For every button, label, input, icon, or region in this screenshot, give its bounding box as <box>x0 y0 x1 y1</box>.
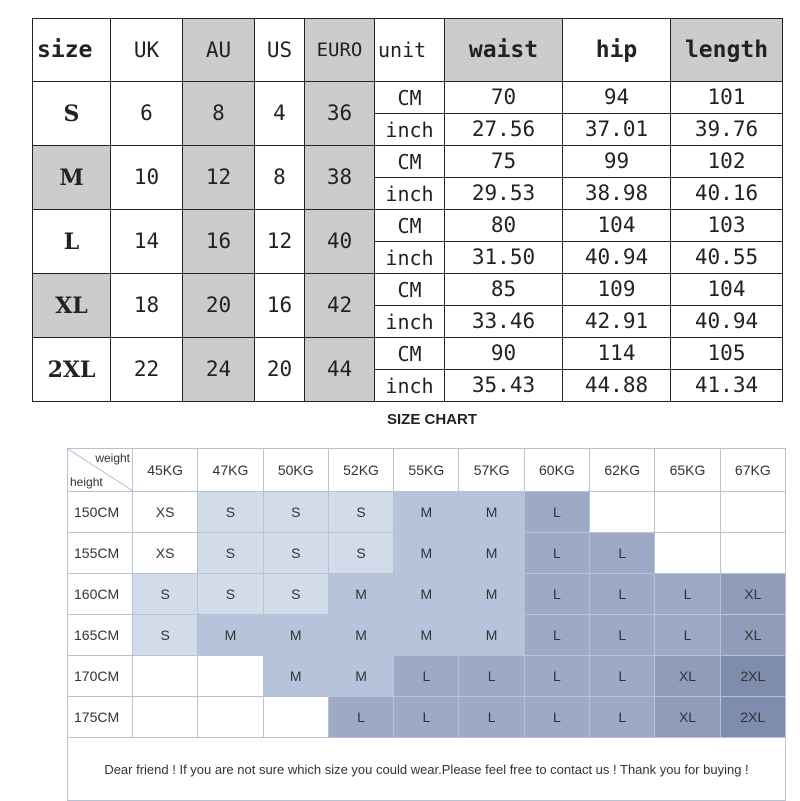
size-au: 24 <box>183 338 255 402</box>
height-row <box>68 492 786 533</box>
cm-length: 104 <box>671 274 783 306</box>
inch-waist: 31.50 <box>445 242 563 274</box>
cm-unit: CM <box>375 210 445 242</box>
inch-length: 40.16 <box>671 178 783 210</box>
cm-hip: 114 <box>563 338 671 370</box>
height-header: 175CM <box>68 697 133 738</box>
height-label: height <box>70 475 103 489</box>
size-row <box>33 338 783 370</box>
size-us: 8 <box>255 146 305 210</box>
size-cell: S <box>198 574 263 615</box>
cm-unit: CM <box>375 146 445 178</box>
size-cell: L <box>524 656 589 697</box>
weight-header: 50KG <box>263 449 328 492</box>
inch-hip: 40.94 <box>563 242 671 274</box>
size-cell: XL <box>655 656 720 697</box>
size-cell: L <box>459 697 524 738</box>
contact-note: Dear friend ! If you are not sure which size you could wear.Please feel free to contact us ! Thank you for buying ! <box>68 738 786 801</box>
cm-length: 102 <box>671 146 783 178</box>
size-euro: 38 <box>305 146 375 210</box>
header-euro: EURO <box>305 19 375 82</box>
size-cell: S <box>263 492 328 533</box>
height-header: 160CM <box>68 574 133 615</box>
size-cell: M <box>263 656 328 697</box>
size-cell <box>655 492 720 533</box>
cm-unit: CM <box>375 82 445 114</box>
weight-header: 57KG <box>459 449 524 492</box>
size-cell: M <box>328 615 393 656</box>
size-cell: L <box>590 697 655 738</box>
inch-waist: 27.56 <box>445 114 563 146</box>
size-euro: 44 <box>305 338 375 402</box>
size-cell: L <box>524 615 589 656</box>
size-cell: S <box>263 574 328 615</box>
height-header: 150CM <box>68 492 133 533</box>
size-cell: S <box>198 492 263 533</box>
height-header: 165CM <box>68 615 133 656</box>
header-length: length <box>671 19 783 82</box>
size-cell: 2XL <box>720 656 785 697</box>
height-row <box>68 615 786 656</box>
size-cell: M <box>263 615 328 656</box>
size-uk: 18 <box>111 274 183 338</box>
size-cell <box>133 697 198 738</box>
size-cell: L <box>590 533 655 574</box>
size-cell: L <box>655 615 720 656</box>
weight-label: weight <box>95 451 130 465</box>
inch-unit: inch <box>375 370 445 402</box>
size-euro: 40 <box>305 210 375 274</box>
cm-waist: 80 <box>445 210 563 242</box>
size-cell: L <box>394 697 459 738</box>
inch-waist: 33.46 <box>445 306 563 338</box>
height-row <box>68 697 786 738</box>
weight-header: 47KG <box>198 449 263 492</box>
size-table <box>32 18 783 402</box>
inch-unit: inch <box>375 178 445 210</box>
weight-header: 60KG <box>524 449 589 492</box>
size-label: 2XL <box>33 338 111 402</box>
size-cell: L <box>590 615 655 656</box>
size-cell: S <box>133 615 198 656</box>
size-cell <box>198 656 263 697</box>
size-measurement-table <box>32 18 782 398</box>
header-unit: unit <box>375 19 445 82</box>
corner-cell <box>68 449 133 492</box>
size-row <box>33 146 783 178</box>
weight-header-row <box>68 449 786 492</box>
size-cell: XL <box>720 574 785 615</box>
weight-header: 67KG <box>720 449 785 492</box>
size-cell: L <box>524 574 589 615</box>
size-cell: M <box>394 574 459 615</box>
size-uk: 6 <box>111 82 183 146</box>
size-cell: M <box>328 656 393 697</box>
size-cell: M <box>459 492 524 533</box>
inch-length: 39.76 <box>671 114 783 146</box>
size-cell: M <box>328 574 393 615</box>
size-cell: M <box>394 615 459 656</box>
size-au: 16 <box>183 210 255 274</box>
size-cell <box>655 533 720 574</box>
inch-hip: 42.91 <box>563 306 671 338</box>
inch-hip: 37.01 <box>563 114 671 146</box>
size-chart-title: SIZE CHART <box>387 411 477 428</box>
size-row <box>33 210 783 242</box>
size-euro: 42 <box>305 274 375 338</box>
size-au: 8 <box>183 82 255 146</box>
height-row <box>68 533 786 574</box>
cm-hip: 99 <box>563 146 671 178</box>
size-uk: 22 <box>111 338 183 402</box>
header-hip: hip <box>563 19 671 82</box>
size-cell: S <box>133 574 198 615</box>
size-label: L <box>33 210 111 274</box>
weight-header: 65KG <box>655 449 720 492</box>
size-grid-table <box>67 448 786 801</box>
cm-waist: 75 <box>445 146 563 178</box>
cm-waist: 85 <box>445 274 563 306</box>
size-cell: M <box>394 533 459 574</box>
size-cell <box>720 533 785 574</box>
size-cell: M <box>394 492 459 533</box>
inch-hip: 44.88 <box>563 370 671 402</box>
size-cell: XS <box>133 533 198 574</box>
size-cell: M <box>459 533 524 574</box>
inch-unit: inch <box>375 306 445 338</box>
size-label: M <box>33 146 111 210</box>
weight-header: 55KG <box>394 449 459 492</box>
cm-hip: 94 <box>563 82 671 114</box>
weight-height-size-grid <box>67 448 785 801</box>
size-cell: L <box>590 656 655 697</box>
size-cell: 2XL <box>720 697 785 738</box>
size-cell: XS <box>133 492 198 533</box>
height-row <box>68 656 786 697</box>
size-au: 12 <box>183 146 255 210</box>
size-uk: 10 <box>111 146 183 210</box>
size-cell: S <box>328 533 393 574</box>
cm-length: 101 <box>671 82 783 114</box>
size-cell: L <box>590 574 655 615</box>
size-cell: M <box>459 574 524 615</box>
weight-header: 62KG <box>590 449 655 492</box>
size-cell: L <box>524 533 589 574</box>
size-cell: L <box>524 492 589 533</box>
size-cell: M <box>459 615 524 656</box>
note-row <box>68 738 786 801</box>
size-us: 12 <box>255 210 305 274</box>
size-uk: 14 <box>111 210 183 274</box>
inch-waist: 35.43 <box>445 370 563 402</box>
inch-hip: 38.98 <box>563 178 671 210</box>
size-cell: L <box>655 574 720 615</box>
size-cell: S <box>328 492 393 533</box>
size-cell: M <box>198 615 263 656</box>
size-cell <box>720 492 785 533</box>
header-waist: waist <box>445 19 563 82</box>
weight-header: 52KG <box>328 449 393 492</box>
size-label: S <box>33 82 111 146</box>
size-us: 20 <box>255 338 305 402</box>
cm-hip: 109 <box>563 274 671 306</box>
cm-waist: 70 <box>445 82 563 114</box>
size-cell <box>590 492 655 533</box>
size-cell: XL <box>655 697 720 738</box>
inch-length: 40.55 <box>671 242 783 274</box>
size-us: 16 <box>255 274 305 338</box>
inch-length: 40.94 <box>671 306 783 338</box>
inch-unit: inch <box>375 114 445 146</box>
header-row <box>33 19 783 82</box>
height-row <box>68 574 786 615</box>
size-cell: L <box>459 656 524 697</box>
cm-unit: CM <box>375 338 445 370</box>
size-cell: L <box>328 697 393 738</box>
header-size: size <box>33 19 111 82</box>
cm-hip: 104 <box>563 210 671 242</box>
inch-unit: inch <box>375 242 445 274</box>
cm-length: 105 <box>671 338 783 370</box>
header-uk: UK <box>111 19 183 82</box>
size-cell: S <box>263 533 328 574</box>
size-cell <box>263 697 328 738</box>
size-cell: XL <box>720 615 785 656</box>
cm-length: 103 <box>671 210 783 242</box>
cm-unit: CM <box>375 274 445 306</box>
header-us: US <box>255 19 305 82</box>
size-cell <box>133 656 198 697</box>
size-row <box>33 82 783 114</box>
size-label: XL <box>33 274 111 338</box>
size-cell: L <box>394 656 459 697</box>
size-cell: L <box>524 697 589 738</box>
size-au: 20 <box>183 274 255 338</box>
inch-waist: 29.53 <box>445 178 563 210</box>
weight-header: 45KG <box>133 449 198 492</box>
size-euro: 36 <box>305 82 375 146</box>
height-header: 170CM <box>68 656 133 697</box>
size-row <box>33 274 783 306</box>
size-us: 4 <box>255 82 305 146</box>
size-cell <box>198 697 263 738</box>
height-header: 155CM <box>68 533 133 574</box>
size-cell: S <box>198 533 263 574</box>
cm-waist: 90 <box>445 338 563 370</box>
inch-length: 41.34 <box>671 370 783 402</box>
header-au: AU <box>183 19 255 82</box>
